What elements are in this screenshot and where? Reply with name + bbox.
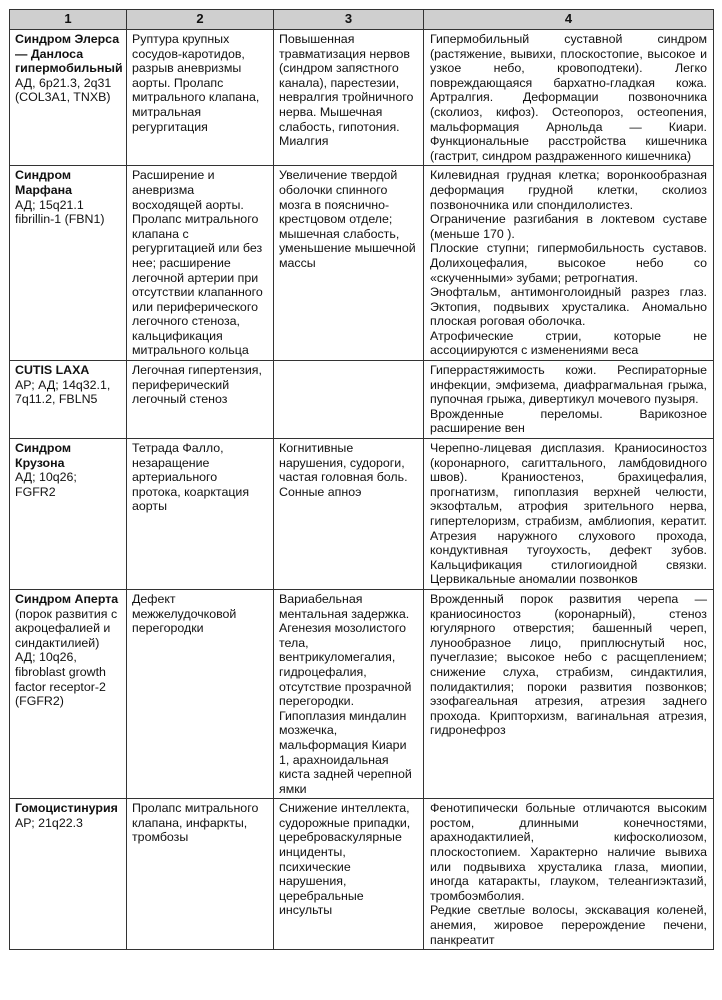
phenotype-paragraph: Атрофические стрии, которые не ассоциируются с изменениями веса <box>430 328 707 358</box>
header-col-1: 1 <box>10 10 127 30</box>
syndrome-genetics: АД; 15q21.1 fibrillin-1 (FBN1) <box>15 197 105 227</box>
syndrome-genetics: АД, 6p21.3, 2q31 (COL3A1, TNXB) <box>15 75 112 105</box>
syndromes-table <box>9 9 714 950</box>
phenotype-paragraph: Врожденные переломы. Варикозное расширение вен <box>430 406 707 436</box>
phenotype-paragraph: Килевидная грудная клетка; воронкообразная деформация грудной клетки, сколиоз позвоночника или спондилолистез. <box>430 168 707 212</box>
syndrome-cell <box>10 589 127 798</box>
phenotype-paragraph: Фенотипически больные отличаются высоким ростом, длинными конечностями, арахнодактилией, кифосколиозом, плоскостопием. Характерно наличие вывиха или подвывиха хрусталика глаза, миопии, иногда катаракты, глауком, телеангиэктазий, тромбоэмболия. <box>430 801 707 903</box>
syndrome-genetics: АР; АД; 14q32.1, 7q11.2, FBLN5 <box>15 377 111 407</box>
phenotype-cell <box>424 30 714 166</box>
neuro-cell: Когнитивные нарушения, судороги, частая головная боль. Сонные апноэ <box>274 439 424 590</box>
phenotype-paragraph: Гипермобильный суставной синдром (растяжение, вывихи, плоскостопие, высокое и узкое небо, кровоподтеки). Легко повреждающаяся бархатно-гладкая кожа. Артралгия. Деформации позвоночника (сколиоз, кифоз). Остеопороз, остеопения, мальформация Арнольда — Киари. Функциональные расстройства кишечника (гастрит, синдром раздраженного кишечника) <box>430 32 707 163</box>
syndrome-genetics: (порок развития с акроцефалией и синдактилией) АД; 10q26, fibroblast growth factor receptor-2 (FGFR2) <box>15 606 118 709</box>
table-row <box>10 30 714 166</box>
phenotype-paragraph: Ограничение разгибания в локтевом суставе (меньше 170 ). <box>430 212 707 241</box>
syndrome-genetics: АР; 21q22.3 <box>15 815 83 830</box>
phenotype-paragraph: Врожденный порок развития черепа — краниосиностоз (коронарный), стеноз югулярного отверстия; башенный череп, лунообразное лицо, приплюснутый нос, пучеглазие; высокое небо с расщеплением; снижение слуха, страбизм, синдактилия, полидактилия; пороки развития позвонков; эзофагеальная атрезия, атрезия заднего прохода. Крипторхизм, вагинальная атрезия, гидронефроз <box>430 591 707 738</box>
table-row <box>10 799 714 950</box>
cardiovascular-cell: Руптура крупных сосудов-каротидов, разрыв аневризмы аорты. Пролапс митрального клапана, митральная регургитация <box>127 30 274 166</box>
cardiovascular-cell: Тетрада Фалло, незаращение артериального протока, коарктация аорты <box>127 439 274 590</box>
phenotype-paragraph: Гиперрастяжимость кожи. Респираторные инфекции, эмфизема, диафрагмальная грыжа, пупочная грыжа, дивертикул мочевого пузыря. <box>430 363 707 407</box>
neuro-cell: Вариабельная ментальная задержка. Агенезия мозолистого тела, вентрикуломегалия, гидроцефалия, отсутствие прозрачной перегородки. Гипоплазия миндалин мозжечка, мальформация Киари 1, арахноидальная киста задней черепной ямки <box>274 589 424 798</box>
syndrome-name: CUTIS LAXA <box>15 363 90 378</box>
phenotype-paragraph: Черепно-лицевая дисплазия. Краниосиностоз (коронарного, сагиттального, ламбдовидного швов). Краниостеноз, брахицефалия, прогнатизм, гипоплазия верхней челюсти, экзофтальм, атрофия зрительного нерва, гипертелоризм, страбизм, амблиопия, кератит. Атрезия наружного слухового прохода, кондуктивная тугоухость, дефект зубов. Кальцификация стилогиоидной связки. Цервикальные аномалии позвонков <box>430 441 707 587</box>
syndrome-genetics: АД; 10q26; FGFR2 <box>15 470 77 499</box>
cardiovascular-cell: Легочная гипертензия, периферический легочный стеноз <box>127 361 274 439</box>
syndrome-name: Синдром Марфана <box>15 168 73 197</box>
syndrome-cell <box>10 361 127 439</box>
table-row <box>10 361 714 439</box>
phenotype-paragraph: Редкие светлые волосы, экскавация коленей, анемия, жировое перерождение печени, панкреатит <box>430 903 707 947</box>
phenotype-cell <box>424 799 714 950</box>
neuro-cell <box>274 361 424 439</box>
phenotype-cell <box>424 166 714 361</box>
cardiovascular-cell: Расширение и аневризма восходящей аорты. Пролапс митрального клапана с регургитацией или без нее; расширение легочной артерии при отсутствии клапанного или периферического легочного стеноза, кальцификация митрального кольца <box>127 166 274 361</box>
phenotype-paragraph: Энофтальм, антимонголоидный разрез глаз. Эктопия, подвывих хрусталика. Аномально плоская роговая оболочка. <box>430 285 707 329</box>
header-col-4: 4 <box>424 10 714 30</box>
syndrome-name: Синдром Элерса — Данлоса гипермобильный <box>15 32 123 76</box>
syndrome-cell <box>10 166 127 361</box>
syndrome-cell <box>10 799 127 950</box>
cardiovascular-cell: Дефект межжелудочковой перегородки <box>127 589 274 798</box>
header-row <box>10 10 714 30</box>
syndrome-name: Гомоцистинурия <box>15 801 118 816</box>
neuro-cell: Снижение интеллекта, судорожные припадки, цереброваскулярные инциденты, психические нарушения, церебральные инсульты <box>274 799 424 950</box>
table-row <box>10 589 714 798</box>
header-col-3: 3 <box>274 10 424 30</box>
syndrome-cell <box>10 439 127 590</box>
phenotype-cell <box>424 361 714 439</box>
header-col-2: 2 <box>127 10 274 30</box>
syndrome-cell <box>10 30 127 166</box>
phenotype-paragraph: Плоские ступни; гипермобильность суставов. Долихоцефалия, высокое небо со «скученными» зубами; ретрогнатия. <box>430 241 707 285</box>
neuro-cell: Увеличение твердой оболочки спинного мозга в пояснично-крестцовом отделе; мышечная слабость, уменьшение мышечной массы <box>274 166 424 361</box>
syndrome-name: Синдром Крузона <box>15 441 72 470</box>
syndrome-name: Синдром Аперта <box>15 591 119 606</box>
cardiovascular-cell: Пролапс митрального клапана, инфаркты, тромбозы <box>127 799 274 950</box>
phenotype-cell <box>424 589 714 798</box>
table-row <box>10 439 714 590</box>
phenotype-cell <box>424 439 714 590</box>
table-row <box>10 166 714 361</box>
neuro-cell: Повышенная травматизация нервов (синдром запястного канала), парестезии, невралгия тройничного нерва. Мышечная слабость, гипотония. Миалгия <box>274 30 424 166</box>
